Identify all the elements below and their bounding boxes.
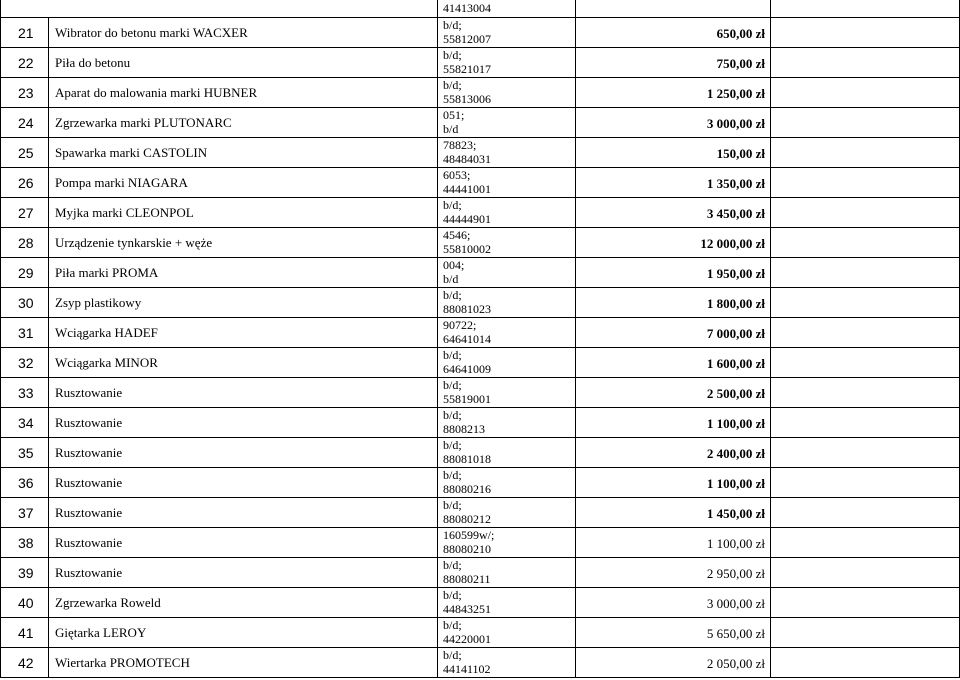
code-line-2: 44441001 [443, 183, 491, 196]
code-line-2: 44843251 [443, 603, 491, 616]
row-number: 25 [18, 145, 34, 161]
row-number: 40 [18, 595, 34, 611]
item-price: 2 500,00 zł [706, 386, 765, 401]
code-line-2: 44444901 [443, 213, 491, 226]
code-line-2: 55812007 [443, 33, 491, 46]
item-price: 12 000,00 zł [700, 236, 765, 251]
item-name: Rusztowanie [55, 535, 123, 550]
row-number: 35 [18, 445, 34, 461]
table-row [0, 288, 960, 318]
item-price: 2 050,00 zł [706, 656, 765, 671]
code-line-1: b/d; [443, 619, 462, 632]
item-name: Rusztowanie [55, 565, 123, 580]
table-row [0, 168, 960, 198]
item-name: Zsyp plastikowy [55, 295, 142, 310]
code-line-1: 004; [443, 259, 465, 272]
code-line-1: b/d; [443, 349, 462, 362]
table-row [0, 408, 960, 438]
table-row [0, 648, 960, 678]
table-row [0, 348, 960, 378]
code-line-1: 160599w/; [443, 529, 495, 542]
code-line-1: 4546; [443, 229, 471, 242]
code-line-2: 64641009 [443, 363, 491, 376]
code-line-2: 44220001 [443, 633, 491, 646]
code-line-1: 78823; [443, 139, 477, 152]
item-price: 1 800,00 zł [706, 296, 765, 311]
item-name: Wibrator do betonu marki WACXER [55, 25, 248, 40]
table-row [0, 378, 960, 408]
row-number: 23 [18, 85, 34, 101]
table-row [0, 588, 960, 618]
row-number: 30 [18, 295, 34, 311]
item-name: Aparat do malowania marki HUBNER [55, 85, 258, 100]
item-name: Myjka marki CLEONPOL [55, 205, 194, 220]
row-number: 39 [18, 565, 34, 581]
item-name: Rusztowanie [55, 475, 123, 490]
table-row [0, 558, 960, 588]
item-name: Piła marki PROMA [55, 265, 159, 280]
item-price: 650,00 zł [716, 26, 765, 41]
table-row [0, 198, 960, 228]
item-price: 5 650,00 zł [706, 626, 765, 641]
row-number: 27 [18, 205, 34, 221]
code-line-2: 88081023 [443, 303, 491, 316]
item-price: 1 600,00 zł [706, 356, 765, 371]
code-line-2: 88081018 [443, 453, 491, 466]
item-name: Zgrzewarka Roweld [55, 595, 161, 610]
row-number: 26 [18, 175, 34, 191]
table-row [0, 528, 960, 558]
code-line-2: 88080211 [443, 573, 491, 586]
code-line-1: b/d; [443, 379, 462, 392]
row-number: 37 [18, 505, 34, 521]
item-name: Giętarka LEROY [55, 625, 147, 640]
row-number: 42 [18, 655, 34, 671]
code-line-1: b/d; [443, 649, 462, 662]
code-line-1: b/d; [443, 409, 462, 422]
code-line-1: b/d; [443, 199, 462, 212]
table-row [0, 228, 960, 258]
item-price: 7 000,00 zł [706, 326, 765, 341]
code-line-2: b/d [443, 123, 459, 136]
item-price: 1 100,00 zł [706, 536, 765, 551]
table-row [0, 258, 960, 288]
table-row [0, 78, 960, 108]
item-name: Rusztowanie [55, 385, 123, 400]
table-row [0, 18, 960, 48]
table-row [0, 618, 960, 648]
code-line-1: b/d; [443, 49, 462, 62]
row-number: 31 [18, 325, 34, 341]
item-price: 1 250,00 zł [706, 86, 765, 101]
table-row [0, 468, 960, 498]
code-line-1: b/d; [443, 469, 462, 482]
row-number: 32 [18, 355, 34, 371]
item-name: Urządzenie tynkarskie + węże [55, 235, 213, 250]
top-code-fragment: 41413004 [443, 2, 491, 15]
table-row [0, 498, 960, 528]
code-line-1: b/d; [443, 79, 462, 92]
item-name: Wiertarka PROMOTECH [55, 655, 190, 670]
row-number: 34 [18, 415, 34, 431]
item-name: Rusztowanie [55, 445, 123, 460]
item-price: 1 350,00 zł [706, 176, 765, 191]
item-price: 750,00 zł [716, 56, 765, 71]
code-line-1: b/d; [443, 589, 462, 602]
item-name: Piła do betonu [55, 55, 131, 70]
item-price: 1 100,00 zł [706, 416, 765, 431]
table-row [0, 438, 960, 468]
code-line-2: 55813006 [443, 93, 491, 106]
row-number: 36 [18, 475, 34, 491]
row-number: 41 [18, 625, 34, 641]
table-row [0, 318, 960, 348]
code-line-1: b/d; [443, 559, 462, 572]
code-line-1: 051; [443, 109, 465, 122]
code-line-2: 48484031 [443, 153, 491, 166]
code-line-1: 90722; [443, 319, 477, 332]
code-line-2: 64641014 [443, 333, 491, 346]
item-price: 2 400,00 zł [706, 446, 765, 461]
code-line-2: 88080210 [443, 543, 491, 556]
item-price: 3 000,00 zł [706, 596, 765, 611]
code-line-1: 6053; [443, 169, 471, 182]
code-line-2: 55810002 [443, 243, 491, 256]
row-number: 38 [18, 535, 34, 551]
row-number: 22 [18, 55, 34, 71]
item-price: 1 450,00 zł [706, 506, 765, 521]
row-number: 24 [18, 115, 34, 131]
item-name: Wciągarka HADEF [55, 325, 158, 340]
row-number: 33 [18, 385, 34, 401]
code-line-2: 8808213 [443, 423, 485, 436]
code-line-2: 44141102 [443, 663, 491, 676]
item-name: Zgrzewarka marki PLUTONARC [55, 115, 232, 130]
item-price: 2 950,00 zł [706, 566, 765, 581]
item-price: 1 100,00 zł [706, 476, 765, 491]
table-row [0, 138, 960, 168]
table-row [0, 108, 960, 138]
row-number: 21 [18, 25, 34, 41]
item-name: Spawarka marki CASTOLIN [55, 145, 208, 160]
item-name: Rusztowanie [55, 505, 123, 520]
item-name: Rusztowanie [55, 415, 123, 430]
row-number: 29 [18, 265, 34, 281]
code-line-1: b/d; [443, 499, 462, 512]
code-line-1: b/d; [443, 439, 462, 452]
code-line-2: 55821017 [443, 63, 491, 76]
code-line-1: b/d; [443, 289, 462, 302]
code-line-2: 55819001 [443, 393, 491, 406]
row-number: 28 [18, 235, 34, 251]
item-price: 3 000,00 zł [706, 116, 765, 131]
item-price: 150,00 zł [716, 146, 765, 161]
code-line-2: 88080212 [443, 513, 491, 526]
item-price: 3 450,00 zł [706, 206, 765, 221]
code-line-1: b/d; [443, 19, 462, 32]
item-name: Wciągarka MINOR [55, 355, 158, 370]
code-line-2: 88080216 [443, 483, 491, 496]
table-row [0, 48, 960, 78]
item-price: 1 950,00 zł [706, 266, 765, 281]
code-line-2: b/d [443, 273, 459, 286]
item-name: Pompa marki NIAGARA [55, 175, 188, 190]
